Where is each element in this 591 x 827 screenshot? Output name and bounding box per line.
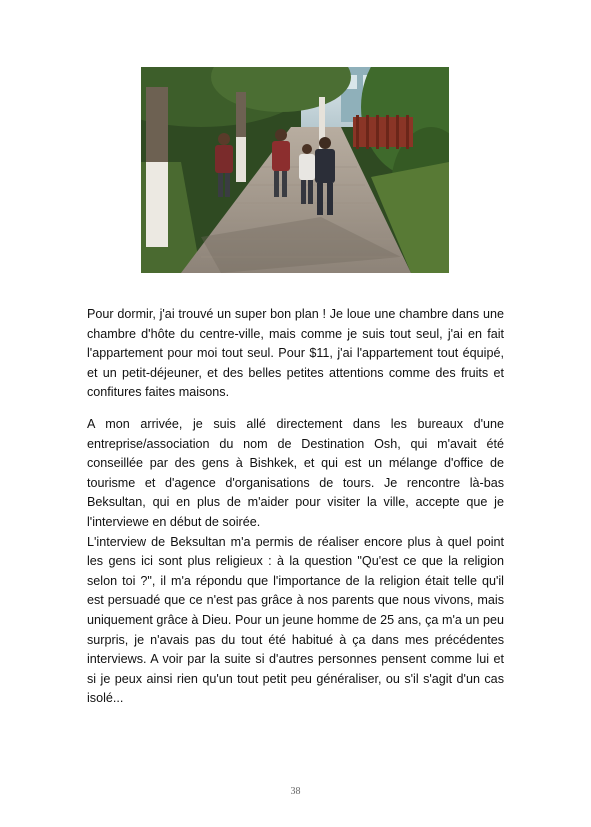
photo-schoolchildren-sidewalk (141, 67, 449, 273)
paragraph-accommodation: Pour dormir, j'ai trouvé un super bon plan ! Je loue une chambre dans une chambre d'hôte du centre-ville, mais comme je suis tout seul, j'ai en fait l'appartement pour moi tout seul. Pour $11, j'ai l'appartement tout équipé, et un petit-déjeuner, et des belles petites attentions comme des fruits et confitures faites maisons. (87, 307, 504, 400)
paragraph-interview: L'interview de Beksultan m'a permis de réaliser encore plus à quel point les gens ici sont plus religieux : à la question "Qu'est ce que la religion selon toi ?", il m'a répondu que l'importance de la religion était telle qu'il est persuadé que ce n'est pas grâce à nos parents que nous vivons, mais uniquement grâce à Dieu. Pour un jeune homme de 25 ans, ça m'a un peu surpris, je n'avais pas du tout été habitué à ça dans mes précédentes interviews. A voir par la suite si d'autres personnes pensent comme lui et si je peux ainsi rien qu'un tout petit peu généraliser, ou s'il s'agit d'un cas isolé... (87, 534, 504, 706)
paragraph-arrival: A mon arrivée, je suis allé directement dans les bureaux d'une entreprise/association du nom de Destination Osh, qui m'avait été conseillée par des gens à Bishkek, et qui est un mélange d'office de tourisme et d'agence d'organisations de tours. Je rencontre là-bas Beksultan, qui en plus de m'aider pour visiter la ville, accepte que je l'interviewe en début de soirée. (87, 416, 504, 529)
article-body (87, 305, 504, 709)
page-number: 38 (290, 786, 301, 797)
